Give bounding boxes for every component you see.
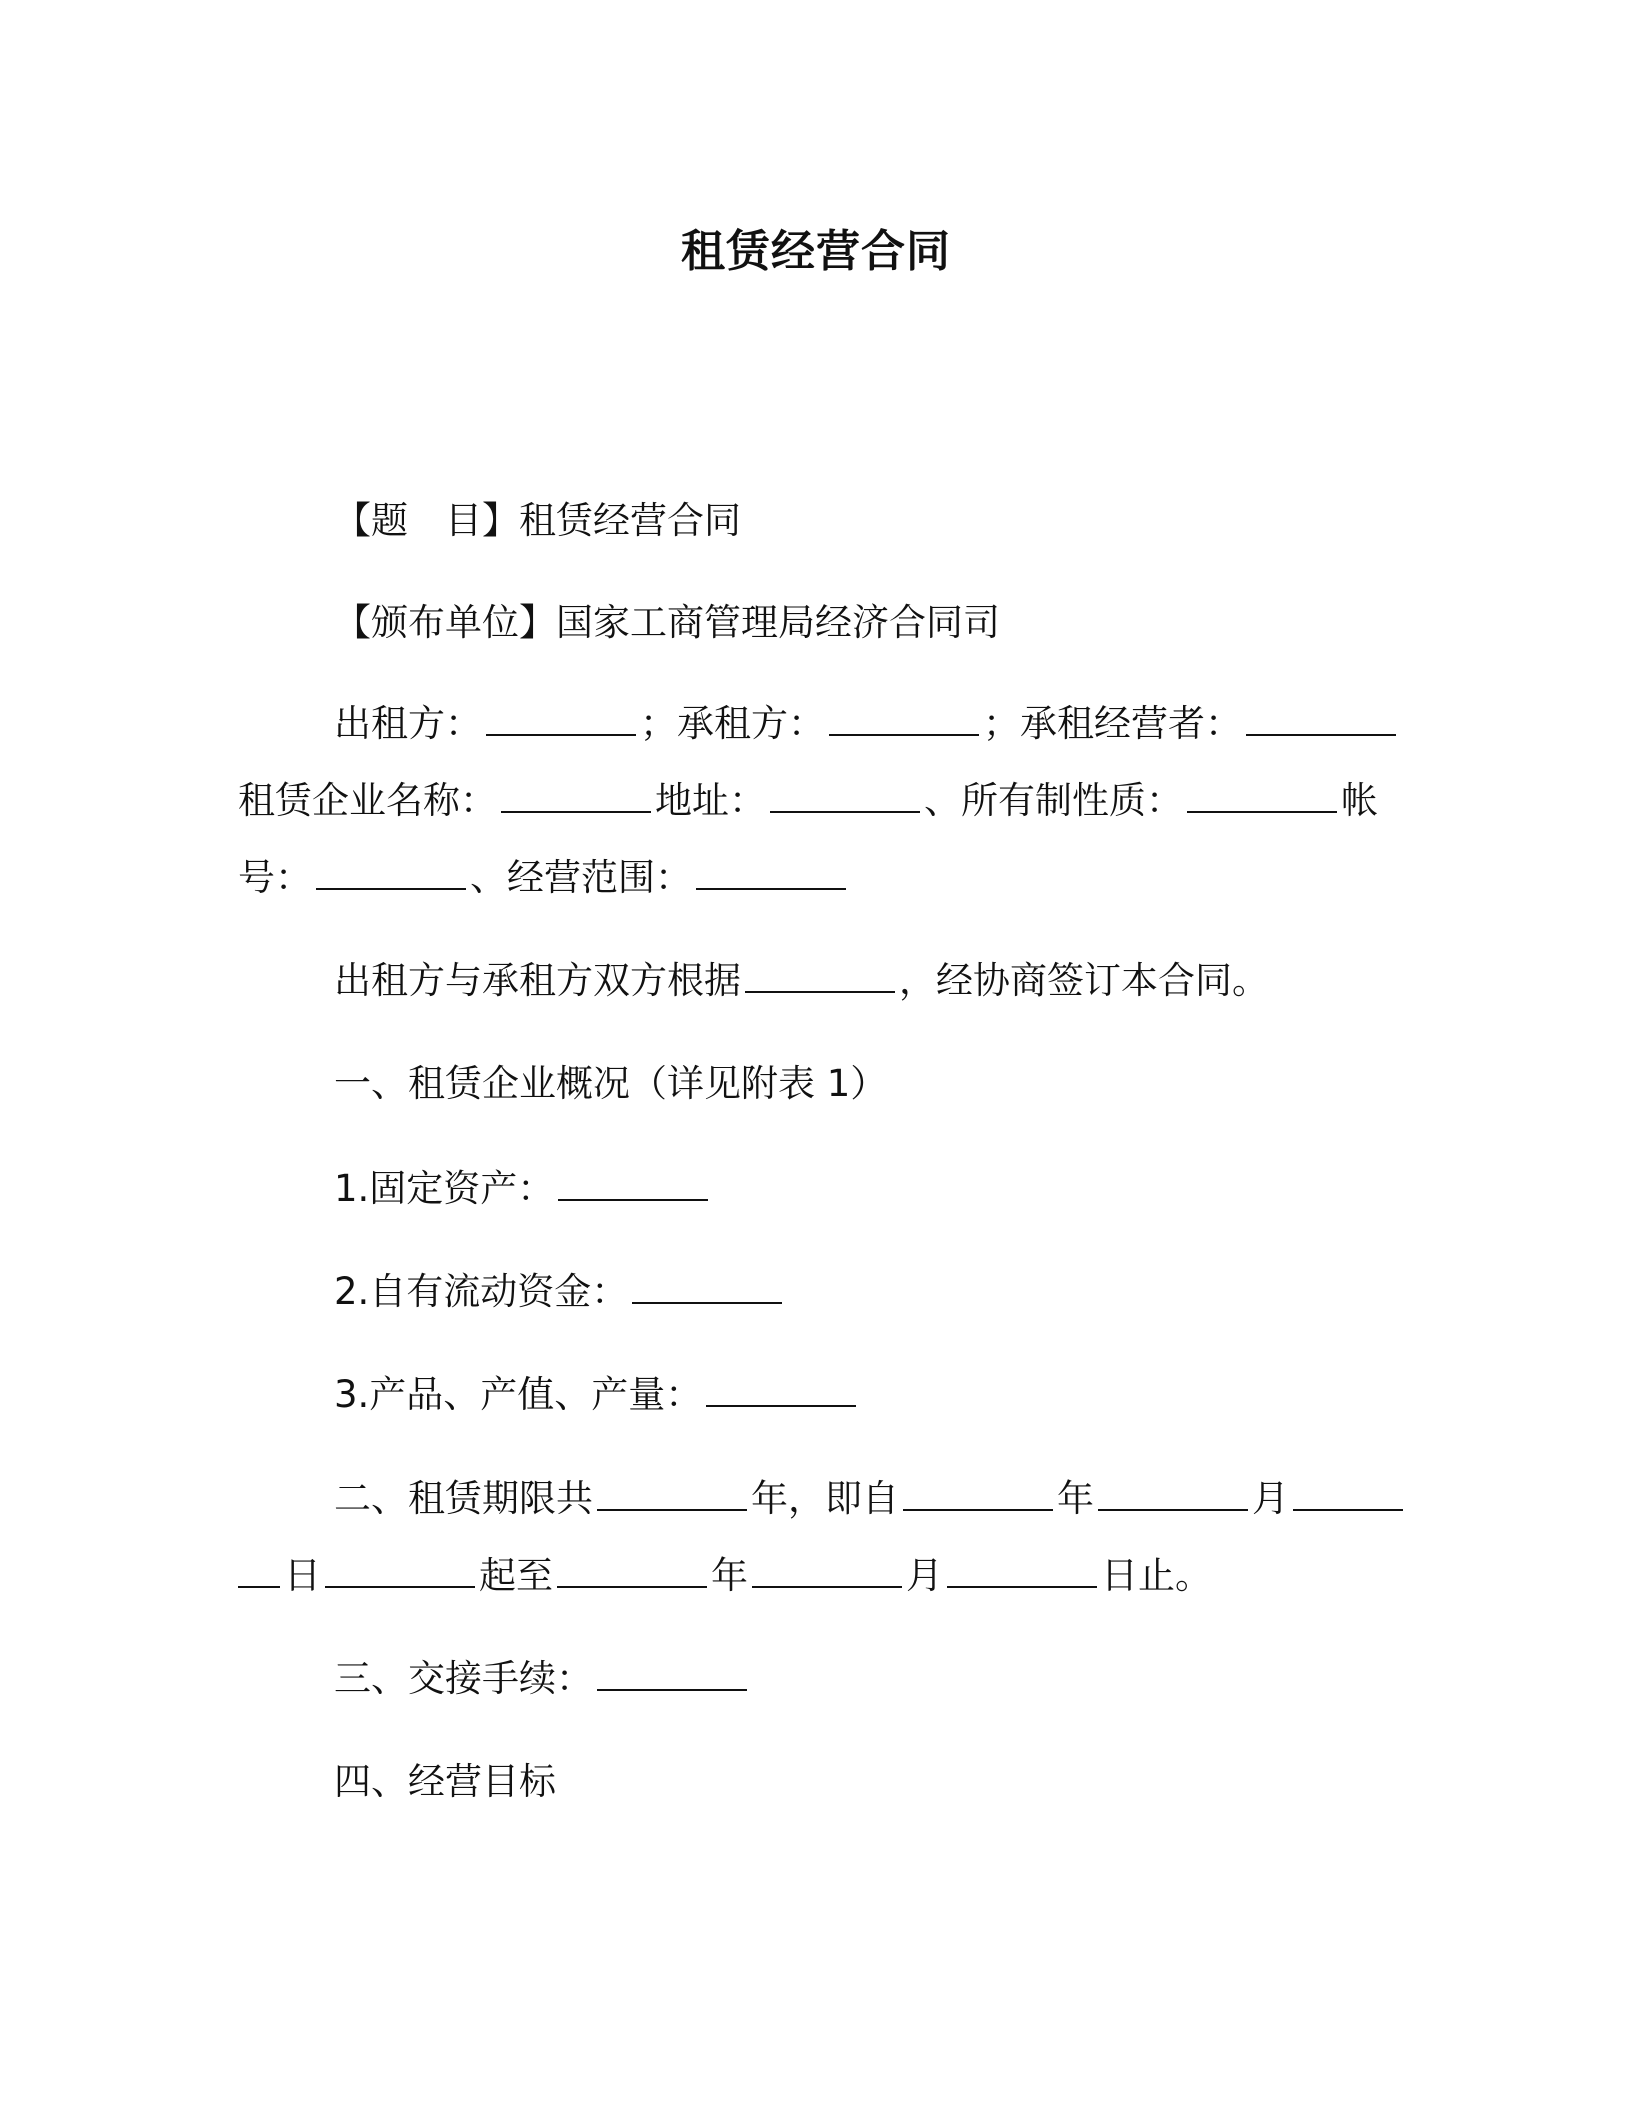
from-month-word: 月	[1252, 1477, 1289, 1520]
lessee-label: ；承租方：	[640, 702, 825, 745]
from-month-blank	[1098, 1479, 1248, 1511]
section-1-item-3	[238, 1356, 1474, 1433]
term-year-word: 年，即自	[751, 1477, 899, 1520]
scope-blank	[696, 858, 846, 890]
operator-label: ；承租经营者：	[983, 702, 1242, 745]
working-capital-blank	[632, 1272, 782, 1304]
products-label: 3.产品、产值、产量：	[334, 1373, 703, 1416]
from-year-word: 年	[1057, 1477, 1094, 1520]
preamble-blank	[745, 961, 895, 993]
from-year-blank	[903, 1479, 1053, 1511]
term-end: 日止。	[1101, 1554, 1212, 1597]
ownership-label: 、所有制性质：	[924, 779, 1183, 822]
term-start: 二、租赁期限共	[334, 1477, 593, 1520]
lessee-blank	[829, 704, 979, 736]
to-month-blank	[752, 1556, 902, 1588]
section-2-line-1	[238, 1460, 1474, 1537]
handover-label: 三、交接手续：	[334, 1657, 593, 1700]
products-blank	[706, 1375, 856, 1407]
section-1-item-1	[238, 1150, 1474, 1227]
from-extra-blank	[325, 1556, 475, 1588]
to-month-word: 月	[906, 1554, 943, 1597]
to-year-blank	[557, 1556, 707, 1588]
section-4-heading: 四、经营目标	[334, 1760, 556, 1803]
enterprise-name-blank	[501, 781, 651, 813]
account-label-a: 帐	[1341, 779, 1378, 822]
address-blank	[770, 781, 920, 813]
preamble-before: 出租方与承租方双方根据	[334, 959, 741, 1002]
parties-line-3	[238, 839, 1378, 916]
preamble	[238, 942, 1474, 1019]
section-2-line-2	[238, 1537, 1378, 1614]
lessor-blank	[486, 704, 636, 736]
document-title: 租赁经营合同	[681, 226, 951, 277]
issuer-line: 【颁布单位】国家工商管理局经济合同司	[334, 601, 1000, 644]
until-word: 起至	[479, 1554, 553, 1597]
from-day-blank-b	[238, 1556, 280, 1588]
term-years-blank	[597, 1479, 747, 1511]
operator-blank	[1246, 704, 1396, 736]
address-label: 地址：	[655, 779, 766, 822]
from-day-word: 日	[284, 1554, 321, 1597]
fixed-assets-blank	[558, 1169, 708, 1201]
working-capital-label: 2.自有流动资金：	[334, 1270, 629, 1313]
to-day-blank	[947, 1556, 1097, 1588]
section-1-item-2	[238, 1253, 1474, 1330]
from-day-blank-a	[1293, 1479, 1403, 1511]
to-year-word: 年	[711, 1554, 748, 1597]
fixed-assets-label: 1.固定资产：	[334, 1167, 555, 1210]
preamble-after: ，经协商签订本合同。	[899, 959, 1269, 1002]
account-label-b: 号：	[238, 856, 312, 899]
section-1-heading: 一、租赁企业概况（详见附表 1）	[334, 1062, 888, 1105]
ownership-blank	[1187, 781, 1337, 813]
scope-label: 、经营范围：	[470, 856, 692, 899]
parties-line-2	[238, 762, 1378, 839]
handover-blank	[597, 1659, 747, 1691]
section-3	[238, 1640, 1474, 1717]
enterprise-name-label: 租赁企业名称：	[238, 779, 497, 822]
lessor-label: 出租方：	[334, 702, 482, 745]
subject-line: 【题 目】租赁经营合同	[334, 499, 741, 542]
account-blank	[316, 858, 466, 890]
parties-line-1	[238, 685, 1474, 762]
